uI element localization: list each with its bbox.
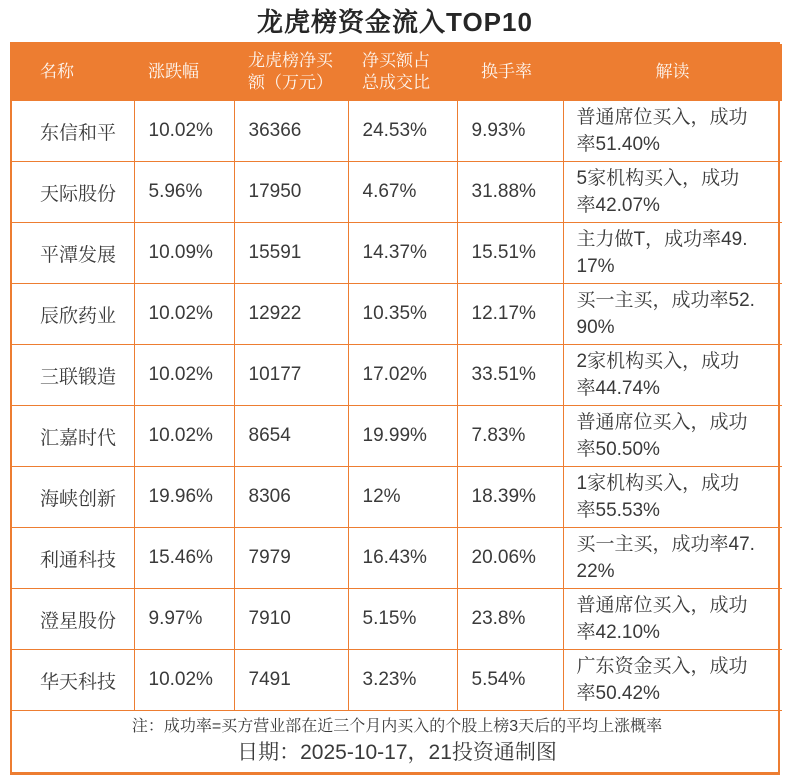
net-buy-cell: 36366 [234, 101, 348, 162]
table-row [12, 650, 782, 711]
col-header-net-buy: 龙虎榜净买额（万元） [234, 44, 348, 101]
turnover-cell: 18.39% [457, 467, 563, 528]
col-header-turnover: 换手率 [457, 44, 563, 101]
col-header-analysis: 解读 [563, 44, 782, 101]
col-header-name: 名称 [12, 44, 134, 101]
analysis-cell: 广东资金买入，成功率50.42% [563, 650, 782, 711]
stock-name-cell: 天际股份 [12, 162, 134, 223]
top10-table [12, 44, 782, 772]
stock-name-cell: 利通科技 [12, 528, 134, 589]
net-buy-cell: 7491 [234, 650, 348, 711]
stock-name-cell: 汇嘉时代 [12, 406, 134, 467]
table-row [12, 162, 782, 223]
footnote-text: 注：成功率=买方营业部在近三个月内买入的个股上榜3天后的平均上涨概率 [131, 717, 663, 735]
change-cell: 10.02% [134, 650, 234, 711]
stock-name-cell: 辰欣药业 [12, 284, 134, 345]
stock-name-cell: 海峡创新 [12, 467, 134, 528]
net-buy-cell: 15591 [234, 223, 348, 284]
change-cell: 10.09% [134, 223, 234, 284]
date-source-text: 日期：2025-10-17，21投资通制图 [237, 740, 557, 764]
analysis-cell: 2家机构买入，成功率44.74% [563, 345, 782, 406]
net-buy-ratio-cell: 3.23% [348, 650, 457, 711]
change-cell: 10.02% [134, 345, 234, 406]
col-header-net-buy-ratio: 净买额占总成交比 [348, 44, 457, 101]
turnover-cell: 33.51% [457, 345, 563, 406]
stock-name-cell: 平潭发展 [12, 223, 134, 284]
analysis-cell: 主力做T，成功率49.17% [563, 223, 782, 284]
net-buy-ratio-cell: 14.37% [348, 223, 457, 284]
stock-name-cell: 澄星股份 [12, 589, 134, 650]
net-buy-cell: 8654 [234, 406, 348, 467]
col-header-change: 涨跌幅 [134, 44, 234, 101]
table-row [12, 589, 782, 650]
change-cell: 5.96% [134, 162, 234, 223]
stock-name-cell: 东信和平 [12, 101, 134, 162]
change-cell: 10.02% [134, 406, 234, 467]
stock-name-cell: 三联锻造 [12, 345, 134, 406]
analysis-cell: 5家机构买入，成功率42.07% [563, 162, 782, 223]
table-row [12, 101, 782, 162]
turnover-cell: 12.17% [457, 284, 563, 345]
turnover-cell: 23.8% [457, 589, 563, 650]
analysis-cell: 1家机构买入，成功率55.53% [563, 467, 782, 528]
change-cell: 15.46% [134, 528, 234, 589]
turnover-cell: 5.54% [457, 650, 563, 711]
analysis-cell: 普通席位买入，成功率50.50% [563, 406, 782, 467]
footnote-row [12, 711, 782, 773]
net-buy-cell: 7910 [234, 589, 348, 650]
net-buy-cell: 8306 [234, 467, 348, 528]
table-row [12, 284, 782, 345]
table-row [12, 406, 782, 467]
net-buy-ratio-cell: 19.99% [348, 406, 457, 467]
net-buy-ratio-cell: 10.35% [348, 284, 457, 345]
table-row [12, 528, 782, 589]
page-title: 龙虎榜资金流入TOP10 [257, 7, 533, 37]
turnover-cell: 20.06% [457, 528, 563, 589]
net-buy-cell: 7979 [234, 528, 348, 589]
change-cell: 10.02% [134, 284, 234, 345]
net-buy-ratio-cell: 4.67% [348, 162, 457, 223]
net-buy-ratio-cell: 12% [348, 467, 457, 528]
turnover-cell: 15.51% [457, 223, 563, 284]
change-cell: 10.02% [134, 101, 234, 162]
change-cell: 19.96% [134, 467, 234, 528]
turnover-cell: 31.88% [457, 162, 563, 223]
net-buy-ratio-cell: 16.43% [348, 528, 457, 589]
stock-name-cell: 华天科技 [12, 650, 134, 711]
turnover-cell: 9.93% [457, 101, 563, 162]
table-row [12, 467, 782, 528]
net-buy-ratio-cell: 5.15% [348, 589, 457, 650]
turnover-cell: 7.83% [457, 406, 563, 467]
top10-table-container [10, 42, 780, 775]
table-row [12, 345, 782, 406]
analysis-cell: 普通席位买入，成功率42.10% [563, 589, 782, 650]
net-buy-ratio-cell: 17.02% [348, 345, 457, 406]
table-row [12, 223, 782, 284]
net-buy-cell: 17950 [234, 162, 348, 223]
analysis-cell: 买一主买，成功率47.22% [563, 528, 782, 589]
analysis-cell: 普通席位买入，成功率51.40% [563, 101, 782, 162]
net-buy-ratio-cell: 24.53% [348, 101, 457, 162]
analysis-cell: 买一主买，成功率52.90% [563, 284, 782, 345]
net-buy-cell: 12922 [234, 284, 348, 345]
change-cell: 9.97% [134, 589, 234, 650]
header-row [12, 44, 782, 101]
net-buy-cell: 10177 [234, 345, 348, 406]
